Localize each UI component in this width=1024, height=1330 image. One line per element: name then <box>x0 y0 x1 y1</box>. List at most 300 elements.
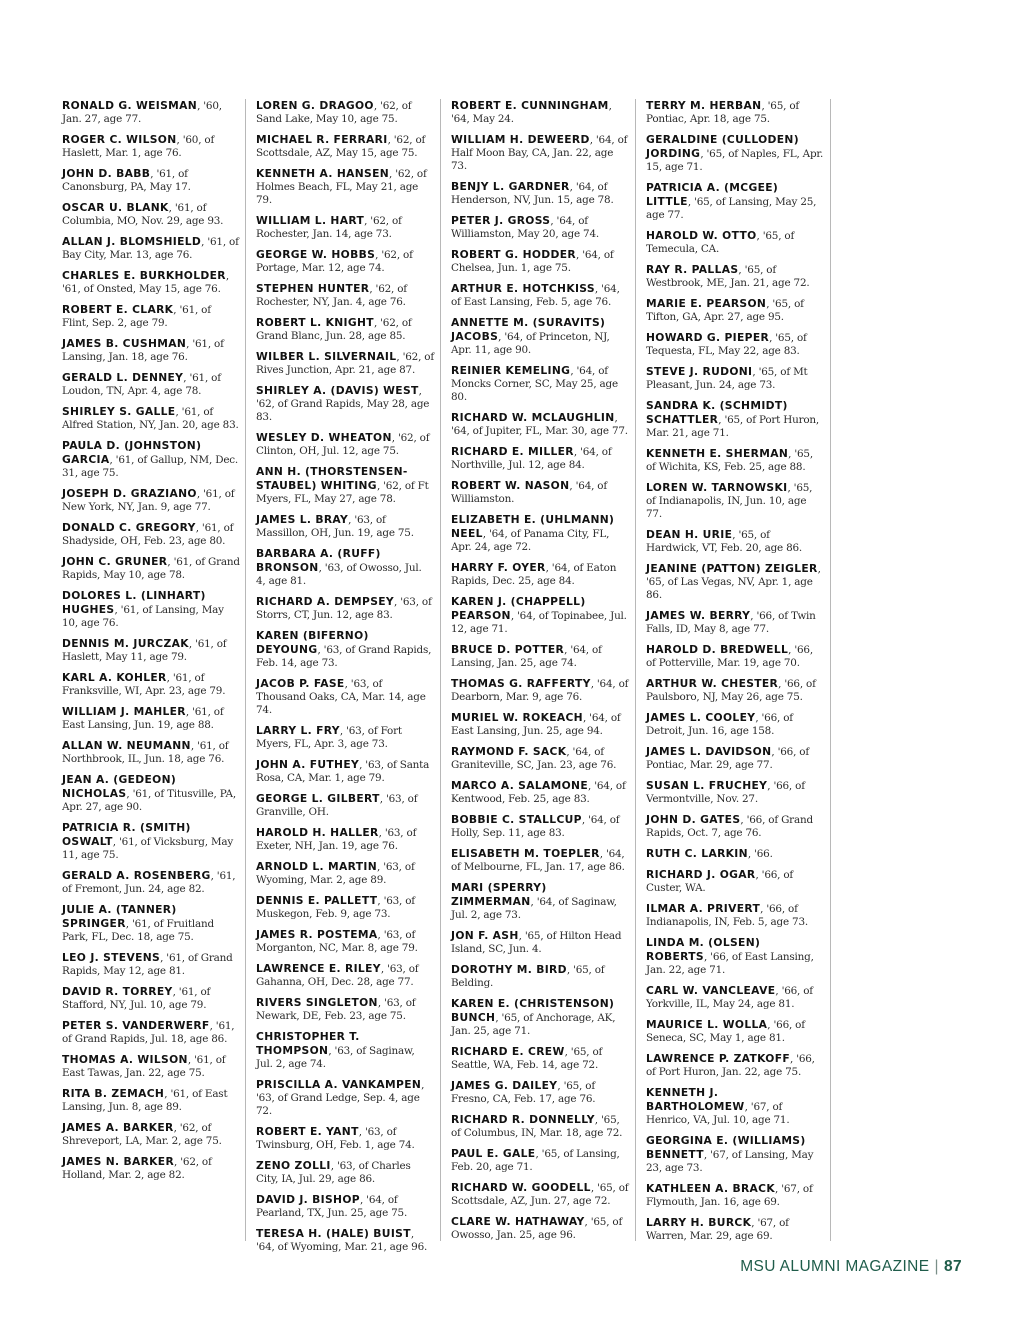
footer-separator: | <box>934 1258 939 1275</box>
obituary-entry <box>646 562 824 602</box>
obituary-entry <box>451 479 629 506</box>
obituary-entry <box>62 337 240 364</box>
obituary-entry <box>62 133 240 160</box>
deceased-name: BRUCE D. POTTER <box>451 643 565 657</box>
obituary-details: , '65, of Pontiac, Apr. 18, age 75. <box>646 100 800 126</box>
deceased-name: RICHARD E. CREW <box>451 1045 565 1059</box>
obituary-entry <box>646 1052 824 1079</box>
deceased-name: KAREN E. (CHRISTENSON) BUNCH <box>451 997 615 1025</box>
obituary-entry <box>451 813 629 840</box>
obituary-details: , '61, of Lansing, Jan. 18, age 76. <box>62 337 224 363</box>
deceased-name: ALLAN W. NEUMANN <box>62 738 191 752</box>
deceased-name: ROBERT E. YANT <box>256 1125 359 1139</box>
deceased-name: STEPHEN HUNTER <box>256 282 370 296</box>
obituary-entry <box>62 439 240 480</box>
deceased-name: HARRY F. OYER <box>451 561 546 575</box>
obituary-details: , '62, of Clinton, OH, Jul. 12, age 75. <box>256 432 430 458</box>
obituary-entry <box>646 677 824 704</box>
deceased-name: LAWRENCE P. ZATKOFF <box>646 1052 790 1066</box>
obituary-details: , '64, of Saginaw, Jul. 2, age 73. <box>451 896 617 922</box>
deceased-name: RONALD G. WEISMAN <box>62 99 198 112</box>
deceased-name: JOSEPH D. GRAZIANO <box>62 486 197 500</box>
deceased-name: MAURICE L. WOLLA <box>646 1018 768 1032</box>
obituary-details: , '65, of Naples, FL, Apr. 15, age 71. <box>646 148 824 174</box>
obituary-entry <box>256 677 434 717</box>
obituary-details: , '64, of East Lansing, Feb. 5, age 76. <box>451 283 620 309</box>
obituary-details: , '61, of Titusville, PA, Apr. 27, age 90. <box>62 787 236 814</box>
deceased-name: JEAN A. (GEDEON) NICHOLAS <box>62 772 177 800</box>
obituary-entry <box>62 739 240 766</box>
obituary-details: , '61, of Lansing, May 10, age 76. <box>62 603 224 630</box>
deceased-name: BENJY L. GARDNER <box>451 180 570 194</box>
obituary-entry <box>646 297 824 324</box>
obituary-entry <box>646 447 824 474</box>
obituary-entry <box>451 711 629 738</box>
obituary-entry <box>62 1155 240 1182</box>
obituary-entry <box>646 813 824 840</box>
deceased-name: LEO J. STEVENS <box>62 951 161 965</box>
obituary-entry <box>62 1121 240 1148</box>
deceased-name: WILLIAM L. HART <box>256 214 365 228</box>
obituary-entry <box>646 181 824 222</box>
obituary-entry <box>646 481 824 521</box>
obituary-details: , '61, of Alfred Station, NY, Jan. 20, age 83. <box>62 405 239 431</box>
obituary-entry <box>62 705 240 732</box>
deceased-name: RICHARD E. MILLER <box>451 445 574 459</box>
obituary-entry <box>646 365 824 392</box>
deceased-name: GEORGE L. GILBERT <box>256 792 380 806</box>
deceased-name: ROBERT W. NASON <box>451 479 570 493</box>
obituary-entry <box>62 555 240 582</box>
obituary-details: , '62, of Ft Myers, FL, May 27, age 78. <box>256 480 429 506</box>
deceased-name: JAMES L. DAVIDSON <box>646 745 772 759</box>
obituary-entry <box>62 167 240 194</box>
deceased-name: RICHARD J. OGAR <box>646 868 756 882</box>
obituary-details: , '64, of Panama City, FL, Apr. 24, age 72. <box>451 528 610 554</box>
obituary-details: , '63, of Wyoming, Mar. 2, age 89. <box>256 861 415 887</box>
deceased-name: LOREN G. DRAGOO <box>256 99 374 112</box>
obituary-entry <box>62 487 240 514</box>
obituary-details: , '63, of Twinsburg, OH, Feb. 1, age 74. <box>256 1126 415 1152</box>
obituary-details: , '62, of Portage, Mar. 12, age 74. <box>256 249 413 275</box>
obituary-entry <box>646 1134 824 1175</box>
obituary-details: , '61, of Grand Rapids, Jul. 18, age 86. <box>62 1020 235 1046</box>
column-divider <box>635 99 636 1241</box>
obituary-entry <box>451 643 629 670</box>
obituary-entry <box>62 773 240 814</box>
obituary-entry <box>256 826 434 853</box>
column-divider <box>440 99 441 1241</box>
deceased-name: LAWRENCE E. RILEY <box>256 962 381 976</box>
deceased-name: SANDRA K. (SCHMIDT) SCHATTLER <box>646 399 788 427</box>
deceased-name: LARRY L. FRY <box>256 724 340 738</box>
obituary-details: , '66, of Twin Falls, ID, May 8, age 77. <box>646 610 816 636</box>
obituary-entry <box>256 1227 434 1254</box>
deceased-name: DONALD C. GREGORY <box>62 520 196 534</box>
obituary-entry <box>62 1019 240 1046</box>
obituary-entry <box>451 248 629 275</box>
obituary-details: , '62, of Rochester, Jan. 14, age 73. <box>256 215 402 241</box>
obituary-details: , '64, of Pearland, TX, Jun. 25, age 75. <box>256 1194 408 1220</box>
obituary-entry <box>256 431 434 458</box>
obituary-details: , '65, of Hilton Head Island, SC, Jun. 4. <box>451 930 622 956</box>
obituary-details: , '65, of Anchorage, AK, Jan. 25, age 71. <box>451 1012 616 1038</box>
obituary-details: , '61, of Flint, Sep. 2, age 79. <box>62 303 211 329</box>
obituary-entry <box>62 589 240 630</box>
obituary-details: , '63, of Santa Rosa, CA, Mar. 1, age 79. <box>256 759 430 785</box>
obituary-column-3 <box>451 99 629 1249</box>
obituary-entry <box>451 1147 629 1174</box>
obituary-details: , '61, of Loudon, TN, Apr. 4, age 78. <box>62 371 221 397</box>
obituary-entry <box>646 1216 824 1243</box>
obituary-details: , '61, of Stafford, NY, Jul. 10, age 79. <box>62 986 211 1012</box>
deceased-name: JOHN D. BABB <box>62 166 151 180</box>
deceased-name: ROBERT L. KNIGHT <box>256 316 374 329</box>
obituary-details: , '61, of Fremont, Jun. 24, age 82. <box>62 870 236 896</box>
obituary-entry <box>646 1086 824 1127</box>
obituary-entry <box>646 868 824 895</box>
deceased-name: PAUL E. GALE <box>451 1147 536 1161</box>
deceased-name: ILMAR A. PRIVERT <box>646 902 761 916</box>
obituary-details: , '63, of Massillon, OH, Jun. 19, age 75. <box>256 514 414 540</box>
obituary-details: , '65, of Mt Pleasant, Jun. 24, age 73. <box>646 366 808 392</box>
deceased-name: JAMES R. POSTEMA <box>256 928 378 942</box>
deceased-name: CHRISTOPHER T. THOMPSON <box>256 1030 360 1058</box>
obituary-details: , '65, of Seattle, WA, Feb. 14, age 72. <box>451 1046 603 1072</box>
obituary-details: , '62, of Sand Lake, May 10, age 75. <box>256 100 412 126</box>
deceased-name: PRISCILLA A. VANKAMPEN <box>256 1078 422 1092</box>
deceased-name: LARRY H. BURCK <box>646 1216 752 1230</box>
obituary-details: , '64, of Wyoming, Mar. 21, age 96. <box>256 1228 428 1254</box>
obituary-details: , '65, of Tequesta, FL, May 22, age 83. <box>646 332 807 358</box>
obituary-entry <box>451 513 629 554</box>
deceased-name: DAVID R. TORREY <box>62 985 173 999</box>
deceased-name: STEVE J. RUDONI <box>646 365 753 379</box>
deceased-name: LOREN W. TARNOWSKI <box>646 481 788 495</box>
obituary-entry <box>451 881 629 922</box>
deceased-name: SUSAN L. FRUCHEY <box>646 779 768 793</box>
obituary-entry <box>62 821 240 862</box>
obituary-entry <box>62 869 240 896</box>
obituary-entry <box>256 248 434 275</box>
column-divider <box>245 99 246 1241</box>
deceased-name: ARTHUR E. HOTCHKISS <box>451 282 595 296</box>
obituary-details: , '66, of Potterville, Mar. 19, age 70. <box>646 644 813 670</box>
obituary-details: , '67, of Lansing, May 23, age 73. <box>646 1149 814 1175</box>
obituary-entry <box>646 99 824 126</box>
deceased-name: HAROLD D. BREDWELL <box>646 643 789 657</box>
obituary-entry <box>256 384 434 424</box>
deceased-name: PATRICIA R. (SMITH) OSWALT <box>62 820 191 849</box>
obituary-entry <box>256 1030 434 1071</box>
obituary-details: , '61, of Northbrook, IL, Jun. 18, age 76. <box>62 739 229 765</box>
deceased-name: JOHN A. FUTHEY <box>256 758 360 772</box>
obituary-details: , '63, of Charles City, IA, Jul. 29, age 86. <box>256 1160 411 1186</box>
obituary-details: , '62, of Grand Rapids, May 28, age 83. <box>256 384 430 424</box>
obituary-entry <box>62 371 240 398</box>
obituary-entry <box>256 792 434 819</box>
deceased-name: OSCAR U. BLANK <box>62 200 169 214</box>
obituary-details: , '61, of Bay City, Mar. 13, age 76. <box>62 235 239 262</box>
obituary-details: , '64, May 24. <box>451 100 612 126</box>
deceased-name: ARTHUR W. CHESTER <box>646 677 779 691</box>
obituary-details: , '64, of Dearborn, Mar. 9, age 76. <box>451 678 629 704</box>
obituary-details: , '63, of Muskegon, Feb. 9, age 73. <box>256 895 415 921</box>
deceased-name: GEORGINA E. (WILLIAMS) BENNETT <box>646 1134 806 1162</box>
obituary-details: , '65, of Fresno, CA, Feb. 17, age 76. <box>451 1080 596 1106</box>
obituary-details: , '65, of Tifton, GA, Apr. 27, age 95. <box>646 298 804 324</box>
obituary-details: , '64, of Williamston. <box>451 480 608 506</box>
deceased-name: ARNOLD L. MARTIN <box>256 860 377 874</box>
obituary-details: , '64, of Princeton, NJ, Apr. 11, age 90. <box>451 331 610 357</box>
obituary-entry <box>256 547 434 588</box>
obituary-details: , '60, of Haslett, Mar. 1, age 76. <box>62 133 215 160</box>
deceased-name: CHARLES E. BURKHOLDER <box>62 268 226 282</box>
deceased-name: LINDA M. (OLSEN) ROBERTS <box>646 936 761 964</box>
obituary-entry <box>646 779 824 806</box>
obituary-entry <box>646 263 824 290</box>
obituary-entry <box>646 1182 824 1209</box>
obituary-column-1 <box>62 99 240 1189</box>
obituary-details: , '65, of Owosso, Jan. 25, age 96. <box>451 1216 623 1242</box>
deceased-name: SHIRLEY S. GALLE <box>62 404 176 418</box>
obituary-entry <box>451 677 629 704</box>
obituary-details: , '63, of Exeter, NH, Jan. 19, age 76. <box>256 827 417 853</box>
obituary-entry <box>256 99 434 126</box>
obituary-entry <box>256 962 434 989</box>
obituary-details: , '66, of Pontiac, Mar. 29, age 77. <box>646 746 809 772</box>
obituary-details: , '66, of Grand Rapids, Oct. 7, age 76. <box>646 814 813 840</box>
obituary-details: , '66, of Port Huron, Jan. 22, age 75. <box>646 1053 815 1079</box>
obituary-details: , '65, of Las Vegas, NV, Apr. 1, age 86. <box>646 563 821 602</box>
obituary-entry <box>62 985 240 1012</box>
obituary-entry <box>62 201 240 228</box>
obituary-details: , '63, of Owosso, Jul. 4, age 81. <box>256 562 422 588</box>
obituary-entry <box>256 996 434 1023</box>
obituary-details: , '65, of Westbrook, ME, Jan. 21, age 72. <box>646 264 810 290</box>
obituary-details: , '64, of Kentwood, Feb. 25, age 83. <box>451 780 626 806</box>
obituary-entry <box>646 745 824 772</box>
obituary-details: , '64, of Northville, Jul. 12, age 84. <box>451 446 612 472</box>
obituary-details: , '66, of Vermontville, Nov. 27. <box>646 780 805 806</box>
deceased-name: GERALD A. ROSENBERG <box>62 869 211 883</box>
obituary-details: , '65, of Port Huron, Mar. 21, age 71. <box>646 414 819 440</box>
obituary-column-4 <box>646 99 824 1250</box>
obituary-details: , '66, of Yorkville, IL, May 24, age 81. <box>646 985 813 1011</box>
obituary-entry <box>646 847 824 861</box>
deceased-name: MARCO A. SALAMONE <box>451 779 589 793</box>
deceased-name: JACOB P. FASE <box>256 677 345 691</box>
obituary-entry <box>451 779 629 806</box>
obituary-details: , '65, of Indianapolis, IN, Jun. 10, age 77. <box>646 482 813 521</box>
obituary-entry <box>62 637 240 664</box>
obituary-details: , '63, of Grand Rapids, Feb. 14, age 73. <box>256 644 432 670</box>
deceased-name: ROBERT E. CUNNINGHAM <box>451 99 609 112</box>
obituary-entry <box>256 595 434 622</box>
obituary-column-2 <box>256 99 434 1261</box>
obituary-details: , '64, of Melbourne, FL, Jan. 17, age 86. <box>451 848 625 874</box>
obituary-details: , '66, of Detroit, Jun. 16, age 158. <box>646 712 793 738</box>
obituary-details: , '62, of Shreveport, LA, Mar. 2, age 75. <box>62 1122 222 1148</box>
obituary-details: , '61, of Haslett, May 11, age 79. <box>62 637 227 664</box>
obituary-entry <box>646 902 824 929</box>
deceased-name: KAREN J. (CHAPPELL) PEARSON <box>451 595 586 623</box>
obituary-entry <box>256 1193 434 1220</box>
obituary-entry <box>256 928 434 955</box>
obituary-entry <box>256 1078 434 1118</box>
deceased-name: HAROLD H. HALLER <box>256 826 379 840</box>
deceased-name: RICHARD R. DONNELLY <box>451 1113 595 1127</box>
page-number: 87 <box>943 1258 962 1275</box>
deceased-name: JAMES N. BARKER <box>62 1155 175 1169</box>
obituary-details: , '63, of Newark, DE, Feb. 23, age 75. <box>256 997 416 1023</box>
obituary-details: , '65, of Wichita, KS, Feb. 25, age 88. <box>646 448 813 474</box>
obituary-entry <box>451 561 629 588</box>
deceased-name: RUTH C. LARKIN <box>646 847 748 861</box>
deceased-name: DENNIS M. JURCZAK <box>62 636 189 650</box>
obituary-entry <box>646 984 824 1011</box>
obituary-entry <box>646 331 824 358</box>
obituary-details: , '66. <box>747 848 773 861</box>
obituary-entry <box>256 513 434 540</box>
obituary-entry <box>62 235 240 262</box>
obituary-entry <box>451 1113 629 1140</box>
obituary-details: , '62, of Rochester, NY, Jan. 4, age 76. <box>256 283 407 309</box>
obituary-entry <box>256 465 434 506</box>
obituary-entry <box>256 316 434 343</box>
deceased-name: CLARE W. HATHAWAY <box>451 1215 585 1229</box>
deceased-name: RICHARD W. MCLAUGHLIN <box>451 411 615 425</box>
deceased-name: ROBERT G. HODDER <box>451 248 576 262</box>
obituary-entry <box>62 99 240 126</box>
obituary-entry <box>256 629 434 670</box>
deceased-name: ANNETTE M. (SURAVITS) JACOBS <box>451 316 606 344</box>
deceased-name: ZENO ZOLLI <box>256 1159 331 1173</box>
deceased-name: RICHARD W. GOODELL <box>451 1181 591 1195</box>
deceased-name: KATHLEEN A. BRACK <box>646 1182 776 1196</box>
column-divider <box>830 99 831 1241</box>
obituary-entry <box>62 903 240 944</box>
obituary-details: , '61, of East Tawas, Jan. 22, age 75. <box>62 1054 226 1080</box>
obituary-entry <box>451 1045 629 1072</box>
deceased-name: ELISABETH M. TOEPLER <box>451 847 600 861</box>
deceased-name: TERESA H. (HALE) BUIST <box>256 1227 411 1241</box>
deceased-name: RIVERS SINGLETON <box>256 996 378 1010</box>
obituary-entry <box>451 1079 629 1106</box>
deceased-name: GEORGE W. HOBBS <box>256 248 376 262</box>
deceased-name: ALLAN J. BLOMSHIELD <box>62 234 202 248</box>
obituary-details: , '64, of Moncks Corner, SC, May 25, age 80. <box>451 365 618 404</box>
obituary-details: , '65, of Lansing, May 25, age 77. <box>646 196 817 222</box>
deceased-name: SHIRLEY A. (DAVIS) WEST <box>256 383 419 397</box>
obituary-details: , '62, of Rives Junction, Apr. 21, age 87. <box>256 350 434 377</box>
obituary-details: , '66, of Paulsboro, NJ, May 26, age 75. <box>646 678 816 704</box>
deceased-name: GERALD L. DENNEY <box>62 370 184 384</box>
deceased-name: WILBER L. SILVERNAIL <box>256 349 397 363</box>
obituary-details: , '63, of Morganton, NC, Mar. 8, age 79. <box>256 929 418 955</box>
deceased-name: KENNETH J. BARTHOLOMEW <box>646 1086 745 1114</box>
obituary-details: , '64, of Graniteville, SC, Jan. 23, age 76. <box>451 746 617 772</box>
deceased-name: JAMES A. BARKER <box>62 1121 174 1135</box>
deceased-name: DOROTHY M. BIRD <box>451 963 567 977</box>
obituary-details: , '61, of Onsted, May 15, age 76. <box>62 269 229 296</box>
obituary-details: , '61, of Columbia, MO, Nov. 29, age 93. <box>62 201 224 228</box>
obituary-details: , '64, of Lansing, Jan. 25, age 74. <box>451 644 602 670</box>
deceased-name: WILLIAM H. DEWEERD <box>451 132 590 146</box>
obituary-entry <box>451 997 629 1038</box>
magazine-title: MSU ALUMNI MAGAZINE <box>740 1258 930 1275</box>
deceased-name: JULIE A. (TANNER) SPRINGER <box>62 903 177 931</box>
obituary-details: , '65, of Hardwick, VT, Feb. 20, age 86. <box>646 529 803 555</box>
deceased-name: THOMAS A. WILSON <box>62 1053 188 1067</box>
deceased-name: JOHN C. GRUNER <box>62 554 168 568</box>
obituary-entry <box>646 229 824 256</box>
obituary-details: , '67, of Flymouth, Jan. 16, age 69. <box>646 1183 813 1209</box>
deceased-name: DOLORES L. (LINHART) HUGHES <box>62 588 206 616</box>
obituary-entry <box>451 929 629 956</box>
obituary-entry <box>62 951 240 978</box>
deceased-name: PAULA D. (JOHNSTON) GARCIA <box>62 438 202 466</box>
obituary-details: , '64, of Williamston, May 20, age 74. <box>451 215 599 241</box>
deceased-name: BARBARA A. (RUFF) BRONSON <box>256 547 381 575</box>
obituary-entry <box>256 167 434 207</box>
deceased-name: JAMES B. CUSHMAN <box>62 336 187 350</box>
deceased-name: TERRY M. HERBAN <box>646 99 762 112</box>
obituary-details: , '64, of Half Moon Bay, CA, Jan. 22, age 73. <box>451 133 628 173</box>
obituary-entry <box>451 847 629 874</box>
deceased-name: DAVID J. BISHOP <box>256 1193 360 1207</box>
deceased-name: ANN H. (THORSTENSEN-STAUBEL) WHITING <box>256 465 408 493</box>
deceased-name: CARL W. VANCLEAVE <box>646 984 776 998</box>
obituary-entry <box>451 445 629 472</box>
obituary-details: , '66, of East Lansing, Jan. 22, age 71. <box>646 951 814 977</box>
obituary-details: , '60, Jan. 27, age 77. <box>62 100 222 126</box>
obituary-details: , '62, of Grand Blanc, Jun. 28, age 85. <box>256 317 412 343</box>
deceased-name: THOMAS G. RAFFERTY <box>451 677 591 691</box>
deceased-name: PETER J. GROSS <box>451 214 551 228</box>
obituary-entry <box>256 350 434 377</box>
obituary-entry <box>256 758 434 785</box>
obituary-entry <box>451 963 629 990</box>
deceased-name: JAMES L. BRAY <box>256 513 349 527</box>
obituary-entry <box>451 282 629 309</box>
deceased-name: BOBBIE C. STALLCUP <box>451 813 582 827</box>
obituary-entry <box>451 133 629 173</box>
obituary-entry <box>62 303 240 330</box>
obituary-details: , '63, of Granville, OH. <box>256 793 418 819</box>
obituary-details: , '65, of Lansing, Feb. 20, age 71. <box>451 1148 620 1174</box>
obituary-entry <box>256 724 434 751</box>
obituary-details: , '61, of Grand Rapids, May 10, age 78. <box>62 555 240 581</box>
obituary-details: , '65, of Columbus, IN, Mar. 18, age 72. <box>451 1114 623 1140</box>
obituary-details: , '66, of Custer, WA. <box>646 869 794 895</box>
obituary-details: , '67, of Henrico, VA, Jul. 10, age 71. <box>646 1101 790 1127</box>
obituary-entry <box>256 214 434 241</box>
obituary-entry <box>62 671 240 698</box>
obituary-entry <box>646 133 824 174</box>
deceased-name: PETER S. VANDERWERF <box>62 1019 210 1033</box>
deceased-name: JEANINE (PATTON) ZEIGLER <box>646 562 818 576</box>
deceased-name: JAMES W. BERRY <box>646 609 751 623</box>
obituary-entry <box>256 133 434 160</box>
obituary-entry <box>451 364 629 404</box>
deceased-name: JAMES L. COOLEY <box>646 711 756 725</box>
obituary-entry <box>62 1053 240 1080</box>
obituary-details: , '61, of Fruitland Park, FL, Dec. 18, age 75. <box>62 918 214 944</box>
obituary-entry <box>646 643 824 670</box>
obituary-details: , '63, of Saginaw, Jul. 2, age 74. <box>256 1045 415 1071</box>
obituary-entry <box>62 269 240 296</box>
